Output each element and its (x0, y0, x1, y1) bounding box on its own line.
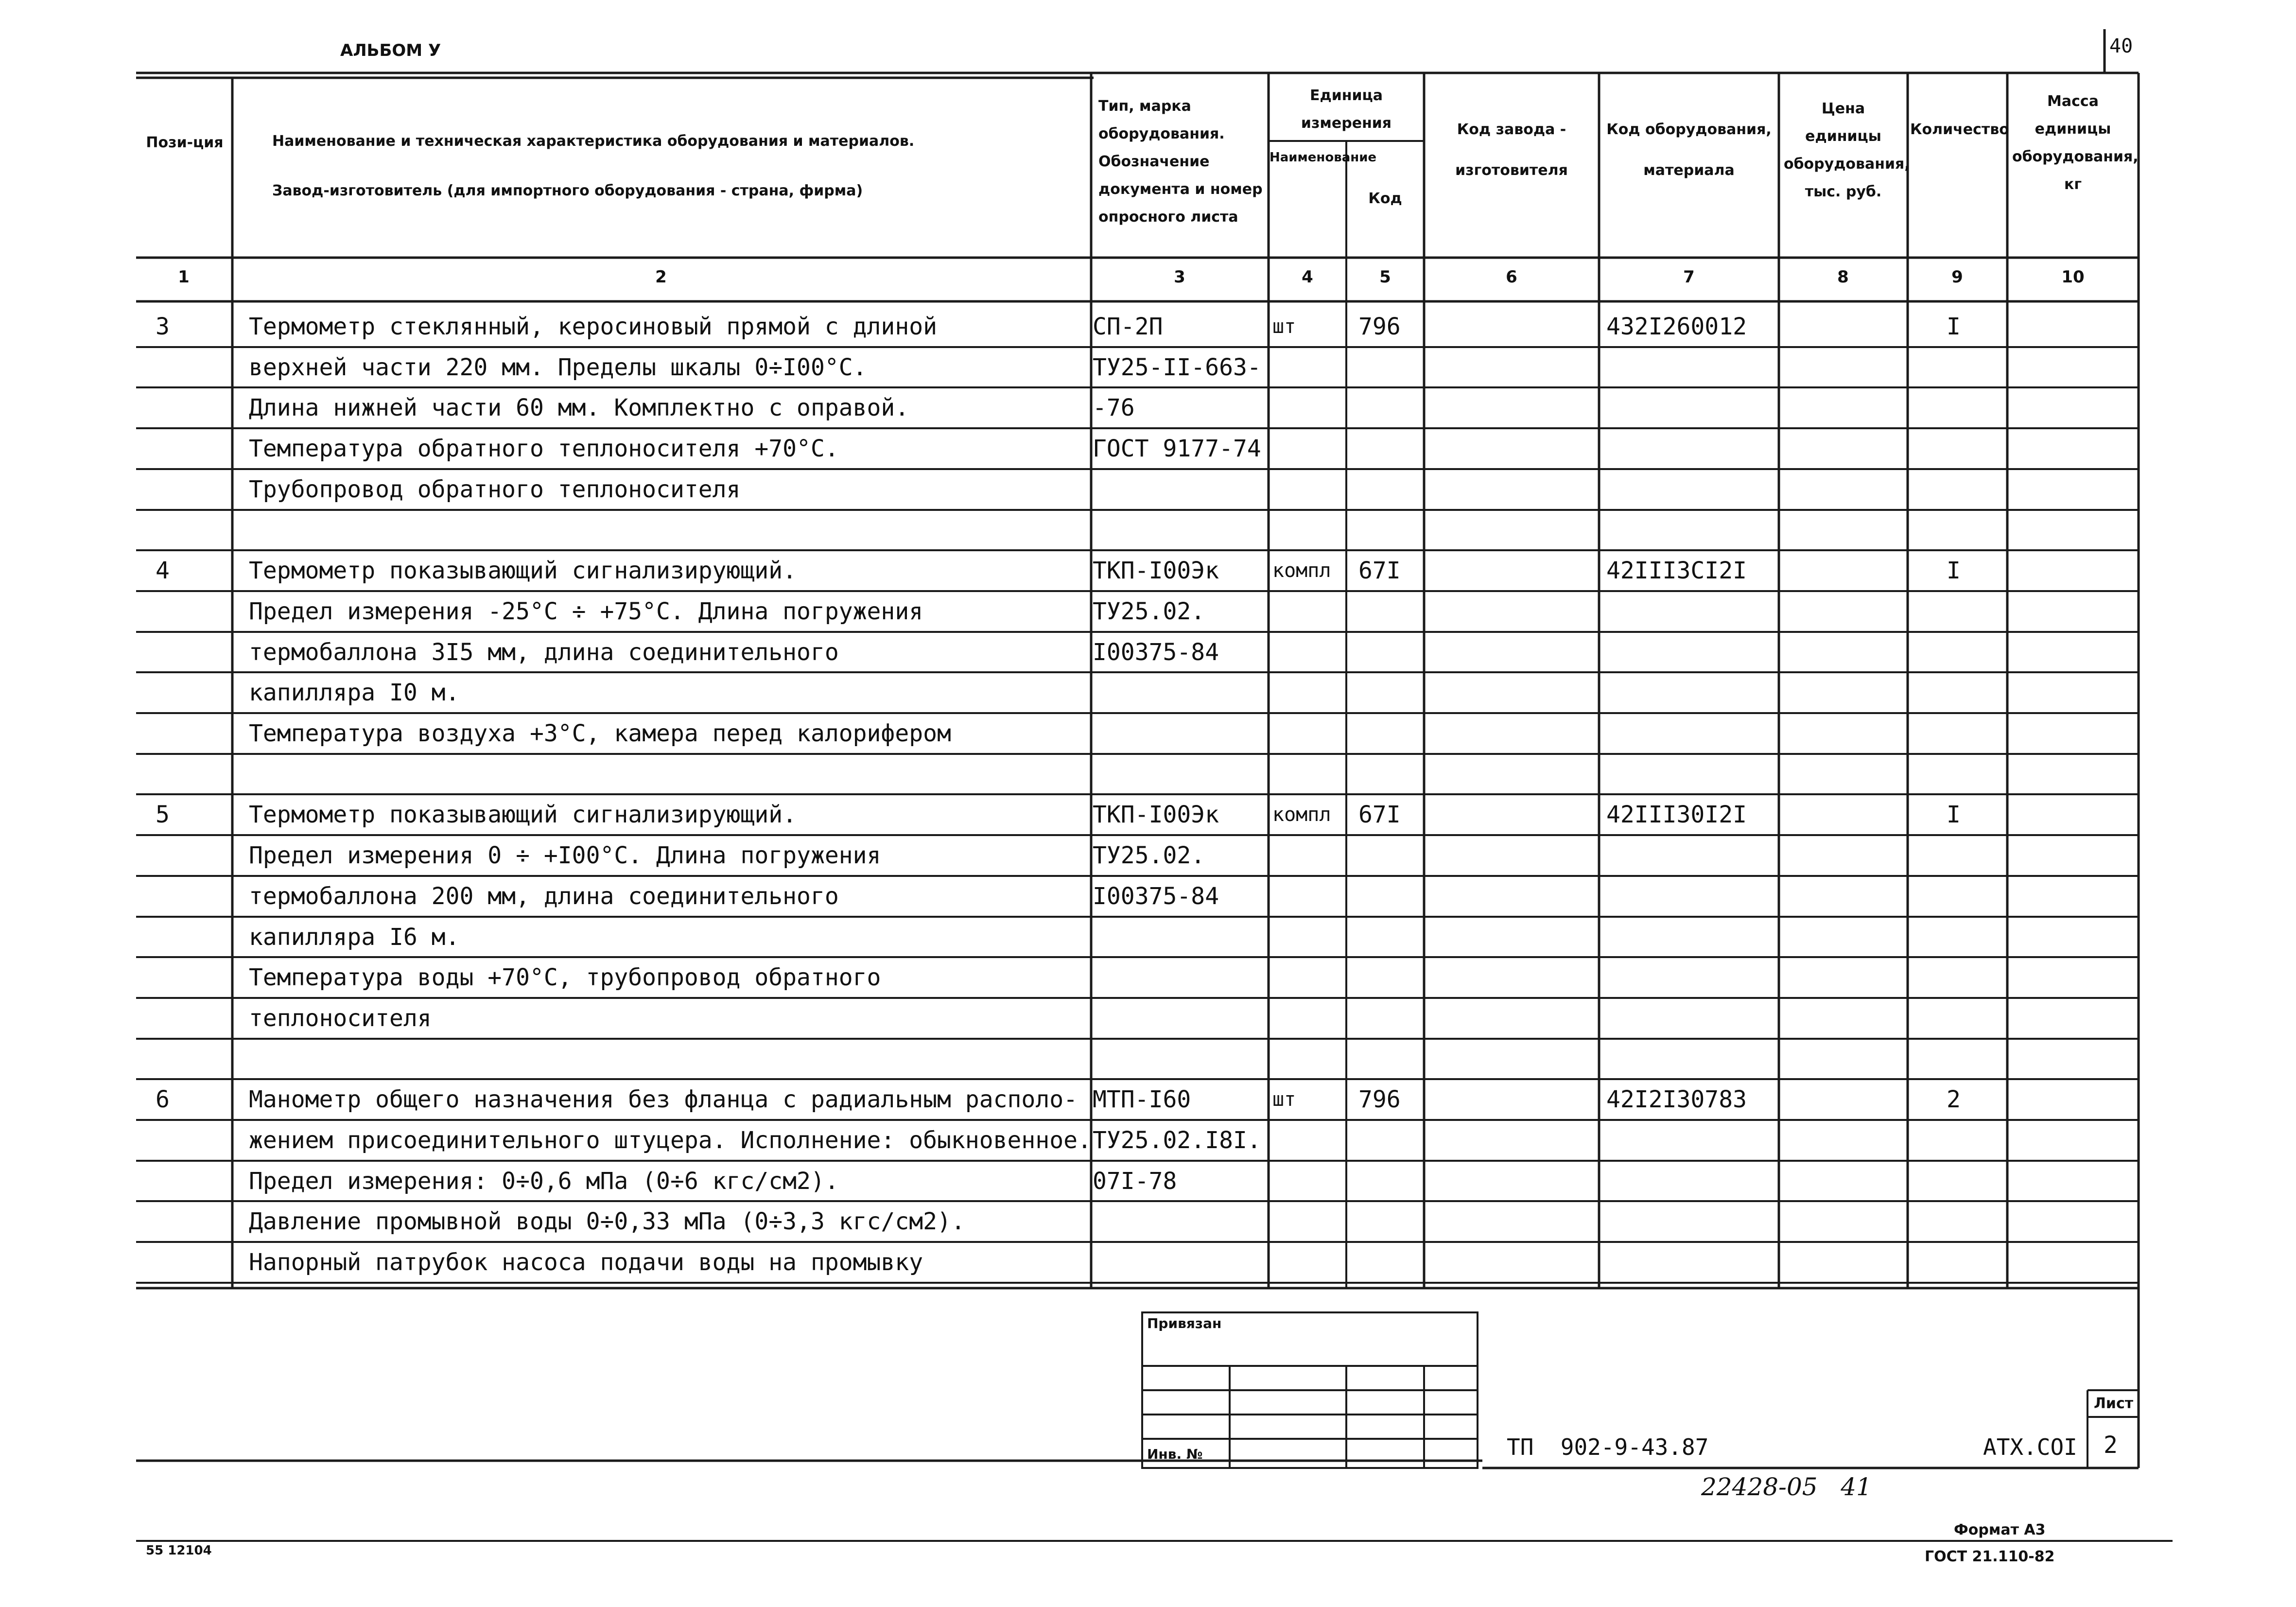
table-row (0, 428, 2296, 469)
header-factory-code: Код завода - изготовителя (1455, 121, 1568, 179)
table-row (0, 835, 2296, 876)
cell-name: теплоносителя (249, 1005, 432, 1032)
table-row (0, 998, 2296, 1039)
cell-name: Предел измерения 0 ÷ +I00°С. Длина погружения (249, 842, 881, 869)
cell-type: ТКП-I00Эк (1093, 801, 1219, 828)
header-mass: Масса единицы оборудования, кг (2012, 93, 2139, 193)
cell-code: 67I (1358, 557, 1401, 584)
cell-name: капилляра I0 м. (249, 679, 460, 706)
cell-name: Термометр показывающий сигнализирующий. (249, 801, 797, 828)
table-row (0, 917, 2296, 958)
cell-pos: 3 (156, 313, 170, 340)
table-row (0, 510, 2296, 551)
cell-qty: 2 (1947, 1086, 1961, 1113)
table-row (0, 754, 2296, 795)
cell-pos: 5 (156, 801, 170, 828)
table-row (0, 387, 2296, 428)
cell-equip: 42III30I2I (1606, 801, 1747, 828)
page-number-top: 40 (2109, 35, 2133, 57)
header-unit-name: Наименование (1270, 150, 1377, 165)
cell-name: Манометр общего назначения без фланца с радиальным располо- (249, 1086, 1078, 1113)
cell-pos: 4 (156, 557, 170, 584)
table-row (0, 957, 2296, 998)
doc-code: ТП 902-9-43.87 (1507, 1434, 1709, 1460)
header-position: Пози-ция (146, 134, 224, 151)
column-number: 5 (1379, 267, 1391, 287)
cell-name: Давление промывной воды 0÷0,33 мПа (0÷3,3 кгс/см2). (249, 1208, 965, 1235)
cell-unit: компл (1272, 804, 1331, 826)
cell-code: 67I (1358, 801, 1401, 828)
table-row (0, 632, 2296, 673)
handwritten-note: 22428-05 41 (1701, 1473, 1872, 1501)
cell-type: ТКП-I00Эк (1093, 557, 1219, 584)
cell-name: жением присоединительного штуцера. Исполнение: обыкновенное. (249, 1127, 1092, 1154)
cell-name: Предел измерения: 0÷0,6 мПа (0÷6 кгс/см2). (249, 1168, 839, 1195)
column-number: 9 (1951, 267, 1963, 287)
cell-code: 796 (1358, 313, 1401, 340)
album-label: АЛЬБОМ У (340, 41, 441, 60)
gost-label: ГОСТ 21.110-82 (1925, 1548, 2055, 1565)
cell-name: Термометр стеклянный, керосиновый прямой с длиной (249, 313, 938, 340)
cell-type: ГОСТ 9177-74 (1093, 435, 1261, 462)
table-row (0, 1079, 2296, 1120)
sheet-code: АТХ.COI (1983, 1434, 2077, 1460)
table-row (0, 1201, 2296, 1242)
cell-type: I00375-84 (1093, 639, 1219, 666)
cell-equip: 432I260012 (1606, 313, 1747, 340)
cell-name: Длина нижней части 60 мм. Комплектно с оправой. (249, 394, 909, 421)
header-type: Тип, марка оборудования. Обозначение документа и номер опросного листа (1098, 98, 1263, 226)
header-unit-group: Единица измерения (1301, 87, 1392, 132)
cell-equip: 42III3CI2I (1606, 557, 1747, 584)
cell-name: Температура воды +70°С, трубопровод обратного (249, 964, 881, 991)
cell-unit: шт (1272, 1088, 1296, 1111)
cell-unit: шт (1272, 315, 1296, 338)
cell-name: термобаллона 3I5 мм, длина соединительного (249, 639, 839, 666)
table-row (0, 794, 2296, 835)
column-number: 4 (1302, 267, 1313, 287)
cell-equip: 42I2I30783 (1606, 1086, 1747, 1113)
sheet-label: Лист (2094, 1395, 2134, 1412)
column-number: 2 (655, 267, 667, 287)
cell-name: Трубопровод обратного теплоносителя (249, 476, 741, 503)
cell-type: ТУ25.02. (1093, 842, 1205, 869)
table-row (0, 347, 2296, 388)
table-row (0, 713, 2296, 754)
cell-name: верхней части 220 мм. Пределы шкалы 0÷I00°С. (249, 354, 867, 381)
cell-name: Напорный патрубок насоса подачи воды на промывку (249, 1249, 923, 1276)
column-number: 8 (1837, 267, 1849, 287)
cell-name: Температура обратного теплоносителя +70°С. (249, 435, 839, 462)
cell-type: ТУ25.02. (1093, 598, 1205, 625)
column-number: 1 (178, 267, 190, 287)
header-price: Цена единицы оборудования, тыс. руб. (1784, 100, 1910, 200)
cell-pos: 6 (156, 1086, 170, 1113)
format-label: Формат А3 (1954, 1521, 2046, 1538)
cell-qty: I (1947, 557, 1961, 584)
cell-type: -76 (1093, 394, 1135, 421)
table-row (0, 1161, 2296, 1202)
cell-qty: I (1947, 801, 1961, 828)
cell-type: I00375-84 (1093, 883, 1219, 910)
column-number: 10 (2061, 267, 2085, 287)
cell-type: МТП-I60 (1093, 1086, 1191, 1113)
table-row (0, 591, 2296, 632)
cell-name: Предел измерения -25°С ÷ +75°С. Длина погружения (249, 598, 923, 625)
column-number: 6 (1506, 267, 1517, 287)
header-qty: Количество (1910, 121, 2009, 138)
header-name: Наименование и техническая характеристика оборудования и материалов. Завод-изготовитель (для импортного оборудования - страна, фирма) (272, 133, 915, 199)
table-row (0, 672, 2296, 713)
cell-name: капилляра I6 м. (249, 924, 460, 951)
header-unit-code: Код (1368, 190, 1402, 207)
cell-type: ТУ25.02.I8I. (1093, 1127, 1261, 1154)
table-row (0, 1242, 2296, 1283)
cell-name: термобаллона 200 мм, длина соединительного (249, 883, 839, 910)
cell-type: СП-2П (1093, 313, 1163, 340)
stamp-inv-label: Инв. № (1147, 1446, 1203, 1462)
column-number: 3 (1174, 267, 1185, 287)
cell-type: 07I-78 (1093, 1168, 1177, 1195)
header-equip-code: Код оборудования, материала (1606, 121, 1772, 179)
stamp-bound-label: Привязан (1147, 1315, 1222, 1331)
table-row (0, 1120, 2296, 1161)
sheet-number: 2 (2104, 1432, 2118, 1459)
bottom-left-code: 55 12104 (146, 1543, 212, 1558)
table-row (0, 876, 2296, 917)
column-number: 7 (1683, 267, 1695, 287)
cell-code: 796 (1358, 1086, 1401, 1113)
cell-type: ТУ25-II-663- (1093, 354, 1261, 381)
table-row (0, 550, 2296, 591)
cell-unit: компл (1272, 559, 1331, 582)
table-row (0, 1039, 2296, 1080)
cell-name: Термометр показывающий сигнализирующий. (249, 557, 797, 584)
cell-name: Температура воздуха +3°С, камера перед калорифером (249, 720, 951, 747)
table-row (0, 306, 2296, 347)
cell-qty: I (1947, 313, 1961, 340)
table-row (0, 469, 2296, 510)
